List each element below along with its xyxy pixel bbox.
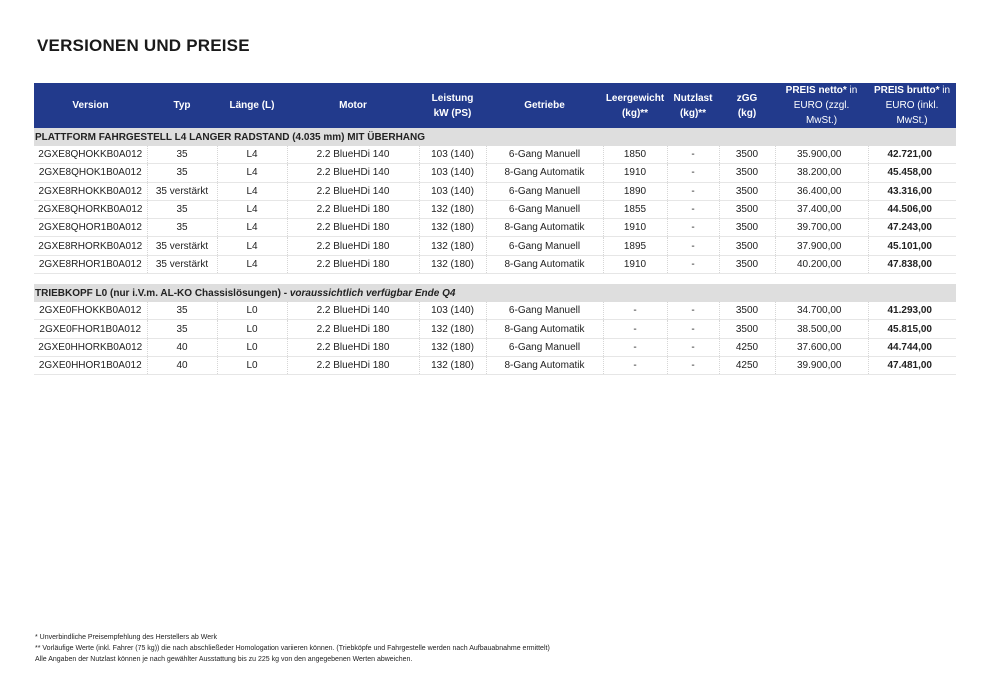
cell-leergewicht: - xyxy=(603,302,667,320)
cell-nutzlast: - xyxy=(667,164,719,182)
cell-leergewicht: - xyxy=(603,356,667,374)
table-row xyxy=(34,182,956,200)
table-row xyxy=(34,356,956,374)
cell-zgg: 3500 xyxy=(719,302,775,320)
cell-nutzlast: - xyxy=(667,338,719,356)
section-header-row xyxy=(34,128,956,146)
col-preis-brutto: PREIS brutto* in EURO (inkl. MwSt.) xyxy=(868,83,956,128)
cell-nutzlast: - xyxy=(667,255,719,273)
page-title: VERSIONEN UND PREISE xyxy=(37,36,250,55)
cell-preis-netto: 37.900,00 xyxy=(775,237,868,255)
cell-getriebe: 6-Gang Manuell xyxy=(486,237,603,255)
cell-getriebe: 8-Gang Automatik xyxy=(486,255,603,273)
cell-zgg: 3500 xyxy=(719,200,775,218)
cell-nutzlast: - xyxy=(667,356,719,374)
cell-laenge: L4 xyxy=(217,164,287,182)
footnote: ** Vorläufige Werte (inkl. Fahrer (75 kg)) die nach abschließeder Homologation variieren können. (Triebköpfe und Fahrgestelle werden nach Aufbauabnahme ermittelt) xyxy=(35,645,550,652)
cell-nutzlast: - xyxy=(667,200,719,218)
cell-zgg: 3500 xyxy=(719,219,775,237)
cell-leergewicht: 1910 xyxy=(603,255,667,273)
cell-laenge: L0 xyxy=(217,302,287,320)
cell-typ: 35 xyxy=(147,302,217,320)
cell-preis-netto: 38.500,00 xyxy=(775,320,868,338)
cell-nutzlast: - xyxy=(667,237,719,255)
cell-leergewicht: 1910 xyxy=(603,219,667,237)
cell-motor: 2.2 BlueHDi 180 xyxy=(287,237,419,255)
cell-leistung: 132 (180) xyxy=(419,255,486,273)
cell-leistung: 103 (140) xyxy=(419,182,486,200)
footnote: Alle Angaben der Nutzlast können je nach gewählter Ausstattung bis zu 225 kg von den angegebenen Werten abweichen. xyxy=(35,656,413,663)
cell-laenge: L4 xyxy=(217,182,287,200)
cell-preis-netto: 39.700,00 xyxy=(775,219,868,237)
col-preis-netto: PREIS netto* in EURO (zzgl. MwSt.) xyxy=(775,83,868,128)
cell-leergewicht: 1895 xyxy=(603,237,667,255)
cell-laenge: L0 xyxy=(217,338,287,356)
cell-preis-netto: 34.700,00 xyxy=(775,302,868,320)
cell-motor: 2.2 BlueHDi 140 xyxy=(287,164,419,182)
cell-laenge: L0 xyxy=(217,356,287,374)
cell-leergewicht: 1855 xyxy=(603,200,667,218)
cell-nutzlast: - xyxy=(667,219,719,237)
cell-leistung: 132 (180) xyxy=(419,219,486,237)
cell-motor: 2.2 BlueHDi 140 xyxy=(287,302,419,320)
spacer-cell xyxy=(34,274,956,285)
cell-getriebe: 8-Gang Automatik xyxy=(486,356,603,374)
cell-version: 2GXE0HHOR1B0A012 xyxy=(34,356,147,374)
footnote: * Unverbindliche Preisempfehlung des Herstellers ab Werk xyxy=(35,634,217,641)
section-title-text: TRIEBKOPF L0 (nur i.V.m. AL-KO Chassislösungen) - xyxy=(35,287,290,299)
cell-typ: 35 verstärkt xyxy=(147,237,217,255)
cell-preis-netto: 37.600,00 xyxy=(775,338,868,356)
cell-leergewicht: 1850 xyxy=(603,146,667,164)
cell-leistung: 132 (180) xyxy=(419,320,486,338)
cell-version: 2GXE8QHOR1B0A012 xyxy=(34,219,147,237)
cell-preis-brutto: 47.838,00 xyxy=(868,255,956,273)
section-title xyxy=(34,128,956,146)
cell-motor: 2.2 BlueHDi 180 xyxy=(287,219,419,237)
table-body xyxy=(34,128,956,375)
col-typ: Typ xyxy=(147,83,217,128)
cell-preis-netto: 38.200,00 xyxy=(775,164,868,182)
cell-preis-brutto: 47.481,00 xyxy=(868,356,956,374)
section-title-text: PLATTFORM FAHRGESTELL L4 LANGER RADSTAND (4.035 mm) MIT ÜBERHANG xyxy=(35,131,426,143)
cell-typ: 35 xyxy=(147,320,217,338)
cell-version: 2GXE0HHORKB0A012 xyxy=(34,338,147,356)
cell-leistung: 132 (180) xyxy=(419,237,486,255)
cell-typ: 40 xyxy=(147,338,217,356)
col-getriebe: Getriebe xyxy=(486,83,603,128)
cell-preis-brutto: 47.243,00 xyxy=(868,219,956,237)
cell-typ: 35 xyxy=(147,146,217,164)
cell-leistung: 103 (140) xyxy=(419,164,486,182)
section-title xyxy=(34,284,956,302)
col-nutzlast: Nutzlast (kg)** xyxy=(667,83,719,128)
cell-motor: 2.2 BlueHDi 180 xyxy=(287,356,419,374)
cell-getriebe: 6-Gang Manuell xyxy=(486,182,603,200)
cell-typ: 35 verstärkt xyxy=(147,255,217,273)
cell-preis-brutto: 45.101,00 xyxy=(868,237,956,255)
cell-nutzlast: - xyxy=(667,320,719,338)
cell-laenge: L4 xyxy=(217,146,287,164)
cell-typ: 40 xyxy=(147,356,217,374)
cell-laenge: L4 xyxy=(217,200,287,218)
cell-version: 2GXE8RHOKKB0A012 xyxy=(34,182,147,200)
cell-laenge: L4 xyxy=(217,237,287,255)
cell-zgg: 4250 xyxy=(719,338,775,356)
table-header xyxy=(34,83,956,128)
price-table xyxy=(34,83,956,375)
cell-preis-brutto: 45.458,00 xyxy=(868,164,956,182)
cell-getriebe: 8-Gang Automatik xyxy=(486,219,603,237)
cell-zgg: 3500 xyxy=(719,237,775,255)
cell-laenge: L4 xyxy=(217,219,287,237)
cell-motor: 2.2 BlueHDi 140 xyxy=(287,182,419,200)
cell-nutzlast: - xyxy=(667,302,719,320)
cell-preis-netto: 40.200,00 xyxy=(775,255,868,273)
col-leistung: Leistung kW (PS) xyxy=(419,83,486,128)
cell-version: 2GXE8RHORKB0A012 xyxy=(34,237,147,255)
cell-zgg: 3500 xyxy=(719,182,775,200)
table-row xyxy=(34,320,956,338)
cell-laenge: L4 xyxy=(217,255,287,273)
cell-zgg: 3500 xyxy=(719,320,775,338)
section-availability-note: voraussichtlich verfügbar Ende Q4 xyxy=(289,287,456,299)
table-row xyxy=(34,255,956,273)
col-laenge: Länge (L) xyxy=(217,83,287,128)
cell-version: 2GXE0FHOKKB0A012 xyxy=(34,302,147,320)
footnotes xyxy=(35,632,550,665)
cell-leergewicht: 1910 xyxy=(603,164,667,182)
cell-nutzlast: - xyxy=(667,146,719,164)
cell-leistung: 103 (140) xyxy=(419,302,486,320)
cell-motor: 2.2 BlueHDi 140 xyxy=(287,146,419,164)
col-leergewicht: Leergewicht (kg)** xyxy=(603,83,667,128)
cell-getriebe: 6-Gang Manuell xyxy=(486,146,603,164)
cell-leergewicht: - xyxy=(603,338,667,356)
col-zgg: zGG (kg) xyxy=(719,83,775,128)
cell-preis-netto: 36.400,00 xyxy=(775,182,868,200)
cell-motor: 2.2 BlueHDi 180 xyxy=(287,255,419,273)
cell-leistung: 132 (180) xyxy=(419,356,486,374)
cell-leistung: 132 (180) xyxy=(419,338,486,356)
table-row xyxy=(34,338,956,356)
cell-preis-brutto: 42.721,00 xyxy=(868,146,956,164)
cell-motor: 2.2 BlueHDi 180 xyxy=(287,338,419,356)
cell-preis-netto: 39.900,00 xyxy=(775,356,868,374)
cell-zgg: 3500 xyxy=(719,164,775,182)
col-motor: Motor xyxy=(287,83,419,128)
cell-getriebe: 8-Gang Automatik xyxy=(486,164,603,182)
cell-version: 2GXE8RHOR1B0A012 xyxy=(34,255,147,273)
cell-preis-netto: 37.400,00 xyxy=(775,200,868,218)
cell-preis-brutto: 45.815,00 xyxy=(868,320,956,338)
cell-version: 2GXE8QHORKB0A012 xyxy=(34,200,147,218)
cell-zgg: 3500 xyxy=(719,146,775,164)
cell-leergewicht: 1890 xyxy=(603,182,667,200)
cell-typ: 35 xyxy=(147,219,217,237)
cell-typ: 35 xyxy=(147,200,217,218)
cell-preis-brutto: 44.744,00 xyxy=(868,338,956,356)
cell-getriebe: 6-Gang Manuell xyxy=(486,200,603,218)
cell-preis-brutto: 44.506,00 xyxy=(868,200,956,218)
cell-leistung: 132 (180) xyxy=(419,200,486,218)
cell-version: 2GXE8QHOK1B0A012 xyxy=(34,164,147,182)
cell-getriebe: 6-Gang Manuell xyxy=(486,302,603,320)
cell-zgg: 4250 xyxy=(719,356,775,374)
cell-preis-brutto: 43.316,00 xyxy=(868,182,956,200)
cell-zgg: 3500 xyxy=(719,255,775,273)
cell-getriebe: 8-Gang Automatik xyxy=(486,320,603,338)
cell-preis-netto: 35.900,00 xyxy=(775,146,868,164)
col-version: Version xyxy=(34,83,147,128)
table-row xyxy=(34,219,956,237)
cell-getriebe: 6-Gang Manuell xyxy=(486,338,603,356)
cell-version: 2GXE8QHOKKB0A012 xyxy=(34,146,147,164)
cell-typ: 35 verstärkt xyxy=(147,182,217,200)
table-row xyxy=(34,237,956,255)
cell-typ: 35 xyxy=(147,164,217,182)
cell-preis-brutto: 41.293,00 xyxy=(868,302,956,320)
section-header-row xyxy=(34,284,956,302)
section-spacer xyxy=(34,274,956,285)
cell-nutzlast: - xyxy=(667,182,719,200)
cell-leistung: 103 (140) xyxy=(419,146,486,164)
cell-motor: 2.2 BlueHDi 180 xyxy=(287,320,419,338)
cell-laenge: L0 xyxy=(217,320,287,338)
cell-version: 2GXE0FHOR1B0A012 xyxy=(34,320,147,338)
table-row xyxy=(34,146,956,164)
table-row xyxy=(34,164,956,182)
cell-leergewicht: - xyxy=(603,320,667,338)
cell-motor: 2.2 BlueHDi 180 xyxy=(287,200,419,218)
table-row xyxy=(34,200,956,218)
table-row xyxy=(34,302,956,320)
